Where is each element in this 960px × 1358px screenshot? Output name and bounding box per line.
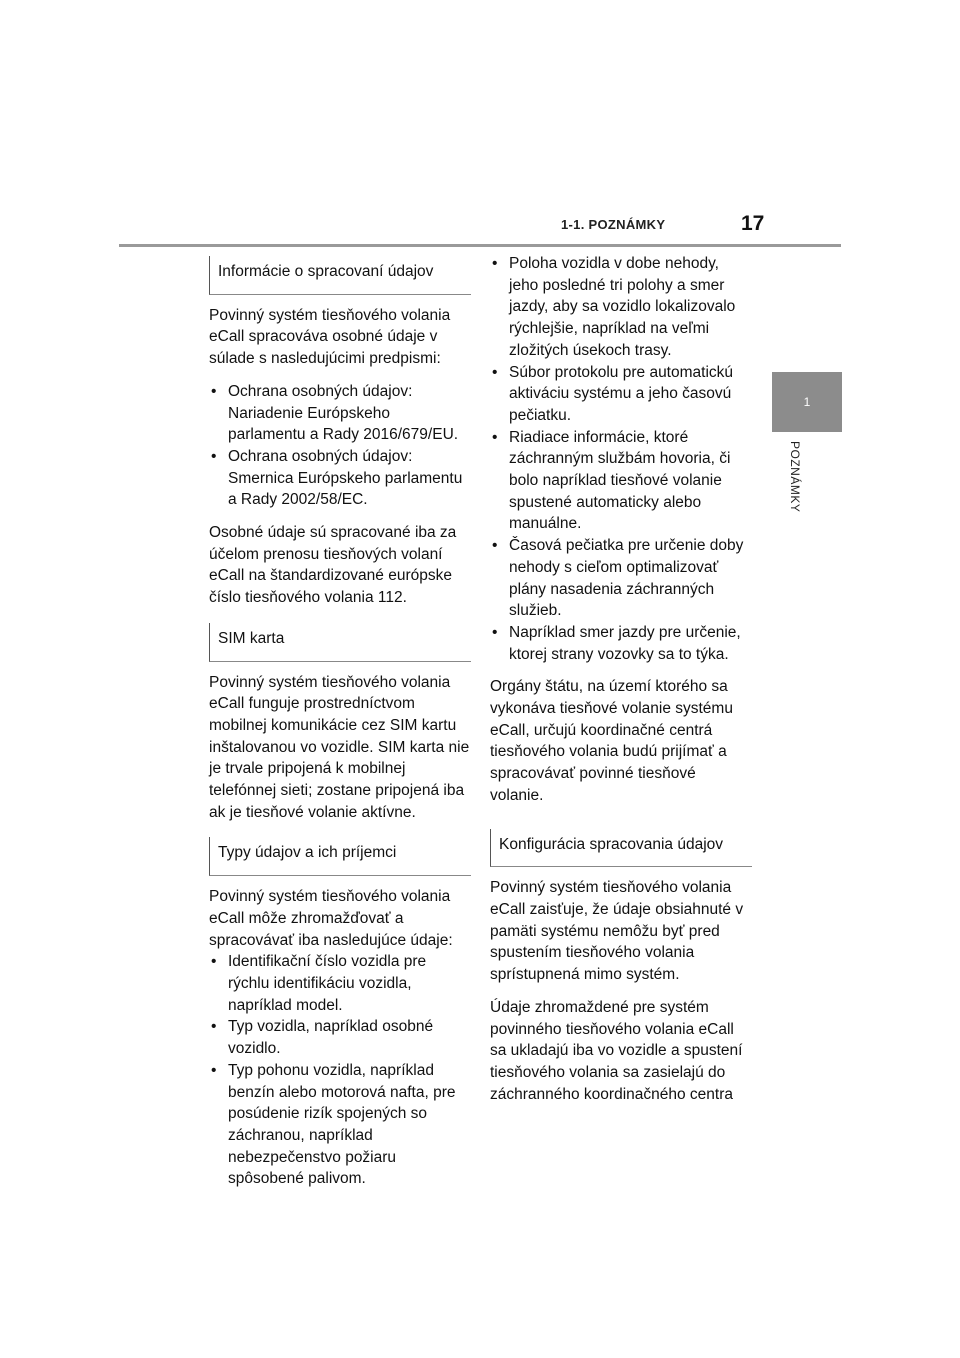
paragraph: Povinný systém tiesňového volania eCall spracováva osobné údaje v súlade s nasledujúcimi predpismi: [209,306,451,368]
paragraph: Osobné údaje sú spracované iba za účelom prenosu tiesňových volaní eCall na štandardizované európske číslo tiesňového volania 112. [209,524,457,607]
paragraph: Povinný systém tiesňového volania eCall môže zhromažďovať a spracovávať iba nasledujúce údaje: [209,888,453,949]
list-item: • Typ vozidla, napríklad osobné vozidlo. [209,1016,471,1059]
section-heading-data-types: Typy údajov a ich príjemci [209,837,471,876]
section-heading-data-config: Konfigurácia spracovania údajov [490,829,752,868]
bullet-list [490,253,752,665]
list-item: • Časová pečiatka pre určenie doby nehody s cieľom optimalizovať plány nasadenia záchranných služieb. [490,535,752,622]
paragraph: Orgány štátu, na území ktorého sa vykonáva tiesňové volanie systému eCall, určujú koordinačné centrá tiesňového volania budú prijímať a spracovávať povinné tiesňové volanie. [490,678,733,804]
header-divider [119,244,841,247]
list-item: • Poloha vozidla v dobe nehody, jeho posledné tri polohy a smer jazdy, aby sa vozidlo lokalizovalo rýchlejšie, napríklad na veľmi zložitých úsekoch trasy. [490,253,752,362]
right-column [490,253,752,1116]
list-item: • Riadiace informácie, ktoré záchranným službám hovoria, či bolo napríklad tiesňové volanie spustené automaticky alebo manuálne. [490,427,752,536]
list-item: • Súbor protokolu pre automatickú aktiváciu systému a jeho časovú pečiatku. [490,362,752,427]
section-title: 1-1. POZNÁMKY [561,217,666,232]
bullet-list [209,381,471,511]
paragraph: Povinný systém tiesňového volania eCall funguje prostredníctvom mobilnej komunikácie cez SIM kartu inštalovanou vo vozidle. SIM karta nie je trvale pripojená k mobilnej telefónnej sieti; zostane pripojená iba ak je tiesňové volanie aktívne. [209,673,470,821]
paragraph: Údaje zhromaždené pre systém povinného tiesňového volania eCall sa ukladajú iba vo vozidle a spustení tiesňového volania sa zasielajú do záchranného koordinačného centra [490,998,743,1103]
left-column [209,256,471,1201]
paragraph: Povinný systém tiesňového volania eCall zaisťuje, že údaje obsiahnuté v pamäti systému nemôžu byť pred spustením tiesňového volania sprístupnená mimo systém. [490,879,744,984]
list-item: • Ochrana osobných údajov: Nariadenie Európskeho parlamentu a Rady 2016/679/EU. [209,381,471,446]
section-heading-sim-card: SIM karta [209,623,471,662]
list-item: • Ochrana osobných údajov: Smernica Európskeho parlamentu a Rady 2002/58/EC. [209,446,471,511]
chapter-tab-number: 1 [803,395,811,409]
chapter-tab-label: POZNÁMKY [788,441,802,513]
list-item: • Identifikační číslo vozidla pre rýchlu identifikáciu vozidla, napríklad model. [209,951,471,1016]
bullet-list [209,951,471,1190]
page-number: 17 [741,212,765,235]
list-item: • Napríklad smer jazdy pre určenie, ktorej strany vozovky sa to týka. [490,622,752,665]
chapter-tab [772,372,842,432]
list-item: • Typ pohonu vozidla, napríklad benzín alebo motorová nafta, pre posúdenie rizík spojených so záchranou, napríklad nebezpečenstvo požiaru spôsobené palivom. [209,1060,471,1190]
section-heading-data-processing: Informácie o spracovaní údajov [209,256,471,295]
